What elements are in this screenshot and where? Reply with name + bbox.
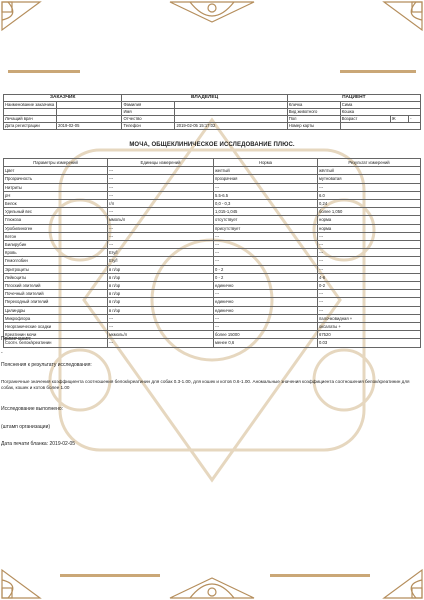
- norm-cell: ---: [214, 314, 318, 322]
- age-value: -: [409, 116, 421, 123]
- units-cell: ---: [108, 323, 214, 331]
- table-row: [4, 331, 421, 339]
- patient-column-header: ПАЦИЕНТ: [287, 95, 420, 102]
- header-row: [4, 116, 421, 123]
- client-column-header: ЗАКАЗЧИК: [4, 95, 122, 102]
- registration-date-value: 2019-02-05: [57, 123, 122, 130]
- units-cell: мкмоль/л: [108, 331, 214, 339]
- parameter-cell: Билирубин: [4, 241, 108, 249]
- empty-cell: [57, 109, 122, 116]
- parameter-cell: Креатинин мочи: [4, 331, 108, 339]
- sex-label: Пол: [287, 116, 340, 123]
- table-row: [4, 273, 421, 281]
- column-header-units: Единицы измерений: [108, 159, 214, 167]
- parameter-cell: Гемоглобин: [4, 257, 108, 265]
- units-cell: ---: [108, 175, 214, 183]
- result-cell: ---: [318, 306, 421, 314]
- parameter-cell: Цвет: [4, 167, 108, 175]
- result-cell: 0.03: [318, 339, 421, 347]
- pet-name-value: Сима: [340, 102, 420, 109]
- norm-cell: единично: [214, 298, 318, 306]
- column-header-parameter: Параметры измерений: [4, 159, 108, 167]
- sex-value: Ж: [390, 116, 408, 123]
- age-label: Возраст: [340, 116, 390, 123]
- table-row: [4, 224, 421, 232]
- norm-cell: 5.5-6.5: [214, 191, 318, 199]
- units-cell: Ery/l: [108, 249, 214, 257]
- table-row: [4, 249, 421, 257]
- parameter-cell: pH: [4, 191, 108, 199]
- parameter-cell: Уробилиноген: [4, 224, 108, 232]
- result-cell: оксалаты +: [318, 323, 421, 331]
- norm-cell: 0 - 2: [214, 265, 318, 273]
- norm-cell: желтый: [214, 167, 318, 175]
- units-cell: ---: [108, 339, 214, 347]
- units-cell: ---: [108, 314, 214, 322]
- parameter-cell: Цилиндры: [4, 306, 108, 314]
- norm-cell: ---: [214, 257, 318, 265]
- table-row: [4, 167, 421, 175]
- table-row: [4, 290, 421, 298]
- units-cell: в п/зр: [108, 282, 214, 290]
- result-cell: жёлтый: [318, 167, 421, 175]
- result-cell: ---: [318, 257, 421, 265]
- result-cell: более 1,050: [318, 208, 421, 216]
- result-cell: ---: [318, 249, 421, 257]
- species-value: Кошка: [340, 109, 420, 116]
- report-title: МОЧА, ОБЩЕКЛИНИЧЕСКОЕ ИССЛЕДОВАНИЕ ПЛЮС.: [129, 142, 295, 148]
- result-cell: 6.0: [318, 191, 421, 199]
- norm-cell: единично: [214, 306, 318, 314]
- owner-surname-value: [175, 102, 287, 109]
- card-number-value: [340, 123, 420, 130]
- units-cell: ---: [108, 183, 214, 191]
- parameter-cell: Неорганические осадки: [4, 323, 108, 331]
- card-number-label: Номер карты: [287, 123, 340, 130]
- units-cell: в п/зр: [108, 298, 214, 306]
- units-cell: ммоль/л: [108, 216, 214, 224]
- table-row: [4, 216, 421, 224]
- table-row: [4, 257, 421, 265]
- client-name-label: Наименование заказчика: [4, 102, 57, 109]
- norm-cell: отсутствует: [214, 216, 318, 224]
- stamp-label: (штамп организации): [1, 424, 51, 430]
- norm-cell: прозрачная: [214, 175, 318, 183]
- result-cell: ---: [318, 232, 421, 240]
- pet-name-label: Кличка: [287, 102, 340, 109]
- norm-cell: менее 0,6: [214, 339, 318, 347]
- result-cell: 67520: [318, 331, 421, 339]
- units-cell: ---: [108, 208, 214, 216]
- doctor-value: [57, 116, 122, 123]
- table-row: [4, 200, 421, 208]
- performed-label: Исследование выполнено:: [1, 406, 64, 412]
- doctor-label: Лечащий врач: [4, 116, 57, 123]
- remarks-label: Примечания:: [1, 336, 32, 342]
- parameter-cell: Микрофлора: [4, 314, 108, 322]
- norm-cell: 0,0 - 0,3: [214, 200, 318, 208]
- table-row: [4, 191, 421, 199]
- results-header-row: [4, 159, 421, 167]
- norm-cell: присутствует: [214, 224, 318, 232]
- norm-cell: ---: [214, 249, 318, 257]
- empty-cell: [4, 109, 57, 116]
- units-cell: г/л: [108, 200, 214, 208]
- parameter-cell: Лейкоциты: [4, 273, 108, 281]
- norm-cell: ---: [214, 241, 318, 249]
- units-cell: в п/зр: [108, 290, 214, 298]
- parameter-cell: Нитриты: [4, 183, 108, 191]
- result-cell: 0-2: [318, 282, 421, 290]
- parameter-cell: Глюкоза: [4, 216, 108, 224]
- parameter-cell: Удельный вес: [4, 208, 108, 216]
- units-cell: в п/зр: [108, 265, 214, 273]
- explanation-text: Пограничные значения коэффициента соотношения белок/креатинин для собак 0.3-1.00, для кошек и котов 0.6-1.00. Аномальные значения коэффициента соотношения белок/креатинин для собак, кошек и котов более 1.00: [1, 379, 410, 390]
- result-cell: ---: [318, 290, 421, 298]
- results-table: [3, 158, 421, 348]
- registration-date-label: Дата регистрации: [4, 123, 57, 130]
- norm-cell: ---: [214, 183, 318, 191]
- units-cell: ---: [108, 232, 214, 240]
- result-cell: 0,24: [318, 200, 421, 208]
- norm-cell: ---: [214, 232, 318, 240]
- parameter-cell: Плоский эпителий: [4, 282, 108, 290]
- table-row: [4, 298, 421, 306]
- result-cell: мутноватая: [318, 175, 421, 183]
- header-table: [3, 94, 421, 130]
- parameter-cell: Эритроциты: [4, 265, 108, 273]
- norm-cell: более 15000: [214, 331, 318, 339]
- units-cell: ---: [108, 167, 214, 175]
- parameter-cell: Прозрачность: [4, 175, 108, 183]
- result-cell: норма: [318, 216, 421, 224]
- remarks-value: -: [1, 350, 3, 356]
- table-row: [4, 282, 421, 290]
- owner-firstname-value: [175, 109, 287, 116]
- parameter-cell: Белок: [4, 200, 108, 208]
- units-cell: в п/зр: [108, 306, 214, 314]
- table-row: [4, 241, 421, 249]
- result-cell: ---: [318, 241, 421, 249]
- norm-cell: единично: [214, 282, 318, 290]
- column-header-result: Результат измерений: [318, 159, 421, 167]
- header-row: [4, 123, 421, 130]
- owner-firstname-label: Имя: [122, 109, 175, 116]
- owner-patronymic-label: Отчество: [122, 116, 175, 123]
- table-row: [4, 323, 421, 331]
- norm-cell: ---: [214, 323, 318, 331]
- norm-cell: 1,015-1,045: [214, 208, 318, 216]
- explanations-label: Пояснения к результату исследования:: [1, 362, 92, 368]
- result-cell: ---: [318, 298, 421, 306]
- table-row: [4, 314, 421, 322]
- client-name-value: [57, 102, 122, 109]
- norm-cell: ---: [214, 290, 318, 298]
- parameter-cell: Кетон: [4, 232, 108, 240]
- units-cell: ---: [108, 224, 214, 232]
- result-cell: ---: [318, 183, 421, 191]
- units-cell: ---: [108, 241, 214, 249]
- table-row: [4, 208, 421, 216]
- table-row: [4, 232, 421, 240]
- result-cell: ---: [318, 265, 421, 273]
- units-cell: в п/зр: [108, 273, 214, 281]
- result-cell: палочковидная +: [318, 314, 421, 322]
- table-row: [4, 306, 421, 314]
- table-row: [4, 183, 421, 191]
- parameter-cell: Переходный эпителий: [4, 298, 108, 306]
- parameter-cell: Соотн. белок/креатинин: [4, 339, 108, 347]
- species-label: Вид животного: [287, 109, 340, 116]
- table-row: [4, 265, 421, 273]
- print-date: Дата печати бланка: 2019-02-05: [1, 441, 76, 447]
- parameter-cell: Кровь: [4, 249, 108, 257]
- header-row: [4, 109, 421, 116]
- phone-label: Телефон: [122, 123, 175, 130]
- result-cell: норма: [318, 224, 421, 232]
- owner-column-header: ВЛАДЕЛЕЦ: [122, 95, 287, 102]
- owner-surname-label: Фамилия: [122, 102, 175, 109]
- result-cell: 4-6: [318, 273, 421, 281]
- table-row: [4, 339, 421, 347]
- table-row: [4, 175, 421, 183]
- units-cell: ---: [108, 191, 214, 199]
- owner-patronymic-value: [175, 116, 287, 123]
- parameter-cell: Почечный эпителий: [4, 290, 108, 298]
- phone-value: 2019-02-05 15:17:02: [175, 123, 287, 130]
- header-row: [4, 102, 421, 109]
- norm-cell: 0 - 2: [214, 273, 318, 281]
- column-header-norm: Норма: [214, 159, 318, 167]
- units-cell: Ery/l: [108, 257, 214, 265]
